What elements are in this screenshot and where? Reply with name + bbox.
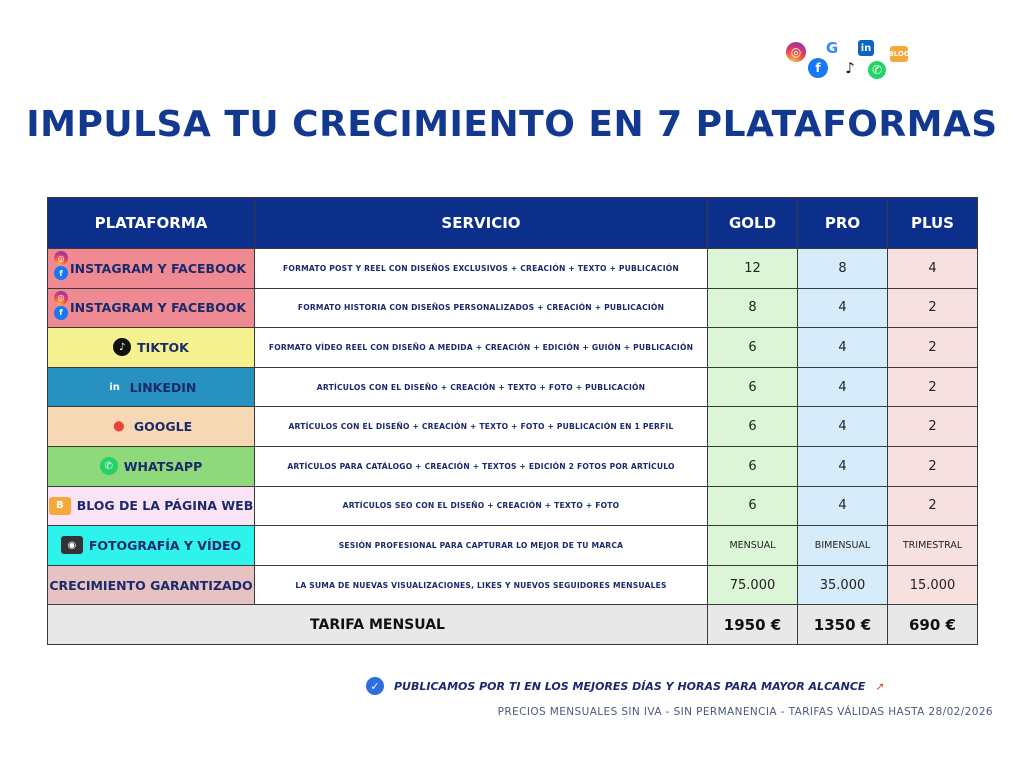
total-row	[48, 605, 978, 645]
total-label: TARIFA MENSUAL	[48, 605, 708, 645]
google-maps-icon: ⬤	[113, 421, 125, 433]
plus-value: 2	[888, 486, 978, 526]
platform-cell	[48, 407, 255, 447]
facebook-icon: f	[54, 306, 68, 320]
total-gold: 1950 €	[708, 605, 798, 645]
service-cell: ARTÍCULOS CON EL DISEÑO + CREACIÓN + TEXTO + FOTO + PUBLICACIÓN EN 1 PERFIL	[255, 407, 708, 447]
platform-cell	[48, 526, 255, 566]
header-plus: PLUS	[888, 198, 978, 249]
linkedin-icon: in	[109, 381, 120, 393]
pro-value: BIMENSUAL	[798, 526, 888, 566]
header-pro: PRO	[798, 198, 888, 249]
platform-cell	[48, 446, 255, 486]
pro-value: 4	[798, 328, 888, 368]
social-logos-cluster	[786, 38, 916, 82]
pro-value: 4	[798, 367, 888, 407]
table-header-row	[48, 198, 978, 249]
instagram-icon: ◎	[54, 251, 68, 265]
facebook-icon: f	[808, 58, 828, 78]
platform-cell	[48, 367, 255, 407]
platform-label: GOOGLE	[133, 419, 193, 435]
tiktok-icon: ♪	[113, 338, 131, 356]
gold-value: 12	[708, 249, 798, 289]
platform-label: BLOG DE LA PÁGINA WEB	[76, 498, 254, 514]
service-cell: ARTÍCULOS PARA CATÁLOGO + CREACIÓN + TEXTOS + EDICIÓN 2 FOTOS POR ARTÍCULO	[255, 446, 708, 486]
table-row	[48, 565, 978, 605]
pro-value: 4	[798, 446, 888, 486]
gold-value: 6	[708, 367, 798, 407]
note-text: PUBLICAMOS POR TI EN LOS MEJORES DÍAS Y HORAS PARA MAYOR ALCANCE	[394, 679, 866, 693]
table-row	[48, 249, 978, 289]
pro-value: 4	[798, 288, 888, 328]
gold-value: MENSUAL	[708, 526, 798, 566]
google-icon: G	[822, 38, 842, 58]
pro-value: 4	[798, 486, 888, 526]
blog-icon: B	[49, 497, 71, 515]
service-cell: LA SUMA DE NUEVAS VISUALIZACIONES, LIKES Y NUEVOS SEGUIDORES MENSUALES	[255, 565, 708, 605]
gold-value: 6	[708, 486, 798, 526]
linkedin-icon: in	[858, 40, 874, 56]
header-gold: GOLD	[708, 198, 798, 249]
facebook-icon: f	[54, 266, 68, 280]
pro-value: 35.000	[798, 565, 888, 605]
platform-cell	[48, 288, 255, 328]
instagram-icon: ◎	[786, 42, 806, 62]
pro-value: 4	[798, 407, 888, 447]
pricing-footer: PRECIOS MENSUALES SIN IVA - SIN PERMANENCIA - TARIFAS VÁLIDAS HASTA 28/02/2026	[497, 706, 993, 718]
gold-value: 6	[708, 328, 798, 368]
platform-label: LINKEDIN	[129, 379, 197, 395]
platform-cell	[48, 565, 255, 605]
platform-label: FOTOGRAFÍA Y VÍDEO	[88, 537, 242, 553]
whatsapp-icon: ✆	[100, 457, 118, 475]
platform-cell	[48, 486, 255, 526]
page-title: IMPULSA TU CRECIMIENTO EN 7 PLATAFORMAS	[26, 104, 998, 145]
service-cell: FORMATO VÍDEO REEL CON DISEÑO A MEDIDA + CREACIÓN + EDICIÓN + GUIÓN + PUBLICACIÓN	[255, 328, 708, 368]
gold-value: 75.000	[708, 565, 798, 605]
pricing-table	[47, 197, 978, 645]
gold-value: 8	[708, 288, 798, 328]
table-row	[48, 288, 978, 328]
header-service: SERVICIO	[255, 198, 708, 249]
table-row	[48, 486, 978, 526]
plus-value: 2	[888, 367, 978, 407]
publication-note	[366, 677, 885, 695]
platform-label: INSTAGRAM Y FACEBOOK	[69, 260, 247, 276]
gold-value: 6	[708, 407, 798, 447]
table-row	[48, 407, 978, 447]
plus-value: 4	[888, 249, 978, 289]
pro-value: 8	[798, 249, 888, 289]
whatsapp-icon: ✆	[868, 61, 886, 79]
rocket-icon: ➚	[875, 679, 885, 693]
service-cell: ARTÍCULOS CON EL DISEÑO + CREACIÓN + TEXTO + FOTO + PUBLICACIÓN	[255, 367, 708, 407]
instagram-icon: ◎	[54, 291, 68, 305]
total-pro: 1350 €	[798, 605, 888, 645]
verified-check-icon: ✓	[366, 677, 384, 695]
service-cell: SESIÓN PROFESIONAL PARA CAPTURAR LO MEJOR DE TU MARCA	[255, 526, 708, 566]
table-row	[48, 526, 978, 566]
platform-label: INSTAGRAM Y FACEBOOK	[69, 300, 247, 316]
plus-value: 2	[888, 288, 978, 328]
service-cell: ARTÍCULOS SEO CON EL DISEÑO + CREACIÓN + TEXTO + FOTO	[255, 486, 708, 526]
total-plus: 690 €	[888, 605, 978, 645]
platform-label: TIKTOK	[137, 339, 189, 355]
gold-value: 6	[708, 446, 798, 486]
header-platform: PLATAFORMA	[48, 198, 255, 249]
table-row	[48, 367, 978, 407]
service-cell: FORMATO HISTORIA CON DISEÑOS PERSONALIZADOS + CREACIÓN + PUBLICACIÓN	[255, 288, 708, 328]
blog-icon: BLOG	[890, 46, 908, 62]
platform-cell	[48, 328, 255, 368]
plus-value: 2	[888, 446, 978, 486]
table-row	[48, 328, 978, 368]
camera-icon: ◉	[61, 536, 83, 554]
tiktok-icon: ♪	[840, 58, 860, 78]
platform-label: WHATSAPP	[123, 458, 203, 474]
service-cell: FORMATO POST Y REEL CON DISEÑOS EXCLUSIVOS + CREACIÓN + TEXTO + PUBLICACIÓN	[255, 249, 708, 289]
table-row	[48, 446, 978, 486]
plus-value: 2	[888, 407, 978, 447]
platform-cell	[48, 249, 255, 289]
platform-label: CRECIMIENTO GARANTIZADO	[49, 577, 253, 593]
plus-value: 15.000	[888, 565, 978, 605]
plus-value: TRIMESTRAL	[888, 526, 978, 566]
plus-value: 2	[888, 328, 978, 368]
